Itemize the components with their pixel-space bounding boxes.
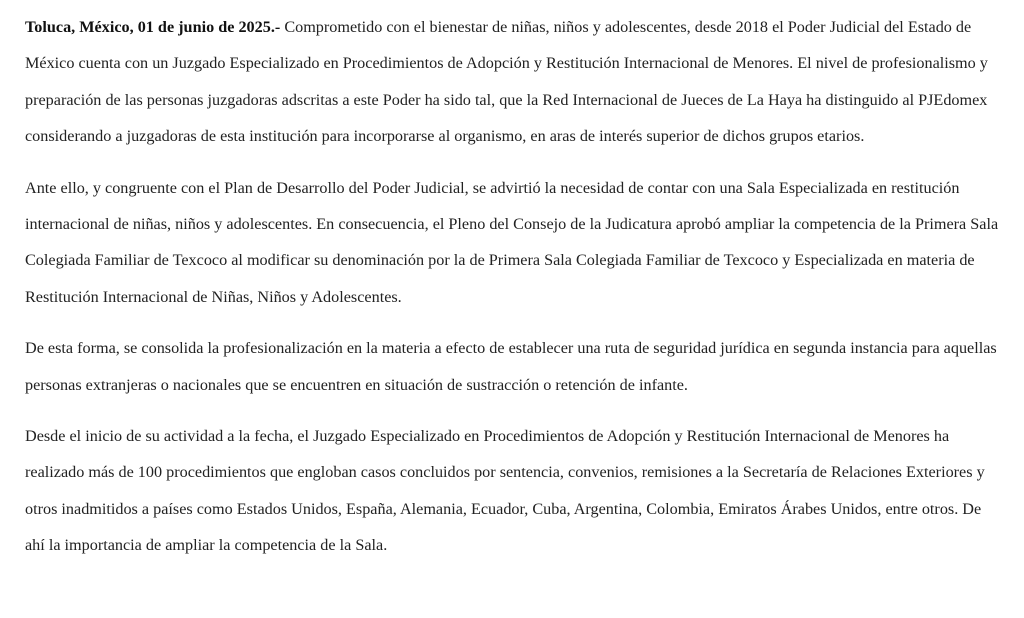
paragraph-1-text: Comprometido con el bienestar de niñas, niños y adolescentes, desde 2018 el Poder Judicial del Estado de México cuenta con un Juzgado Especializado en Procedimientos de Adopción y Restitución Internacional de Menores. El nivel de profesionalismo y preparación de las personas juzgadoras adscritas a este Poder ha sido tal, que la Red Internacional de Jueces de La Haya ha distinguido al PJEdomex considerando a juzgadoras de esta institución para incorporarse al organismo, en aras de interés superior de dichos grupos etarios. <box>25 18 988 146</box>
paragraph-2: Ante ello, y congruente con el Plan de Desarrollo del Poder Judicial, se advirtió la necesidad de contar con una Sala Especializada en restitución internacional de niñas, niños y adolescentes. En consecuencia, el Pleno del Consejo de la Judicatura aprobó ampliar la competencia de la Primera Sala Colegiada Familiar de Texcoco al modificar su denominación por la de Primera Sala Colegiada Familiar de Texcoco y Especializada en materia de Restitución Internacional de Niñas, Niños y Adolescentes. <box>25 178 999 306</box>
paragraph-4: Desde el inicio de su actividad a la fecha, el Juzgado Especializado en Procedimientos de Adopción y Restitución Internacional de Menores ha realizado más de 100 procedimientos que engloban casos concluidos por sentencia, convenios, remisiones a la Secretaría de Relaciones Exteriores y otros inadmitidos a países como Estados Unidos, España, Alemania, Ecuador, Cuba, Argentina, Colombia, Emiratos Árabes Unidos, entre otros. De ahí la importancia de ampliar la competencia de la Sala. <box>25 427 985 555</box>
dateline: Toluca, México, 01 de junio de 2025.- <box>25 18 281 36</box>
paragraph-1 <box>25 9 1004 155</box>
paragraph-3: De esta forma, se consolida la profesionalización en la materia a efecto de establecer una ruta de seguridad jurídica en segunda instancia para aquellas personas extranjeras o nacionales que se encuentren en situación de sustracción o retención de infante. <box>25 339 997 394</box>
